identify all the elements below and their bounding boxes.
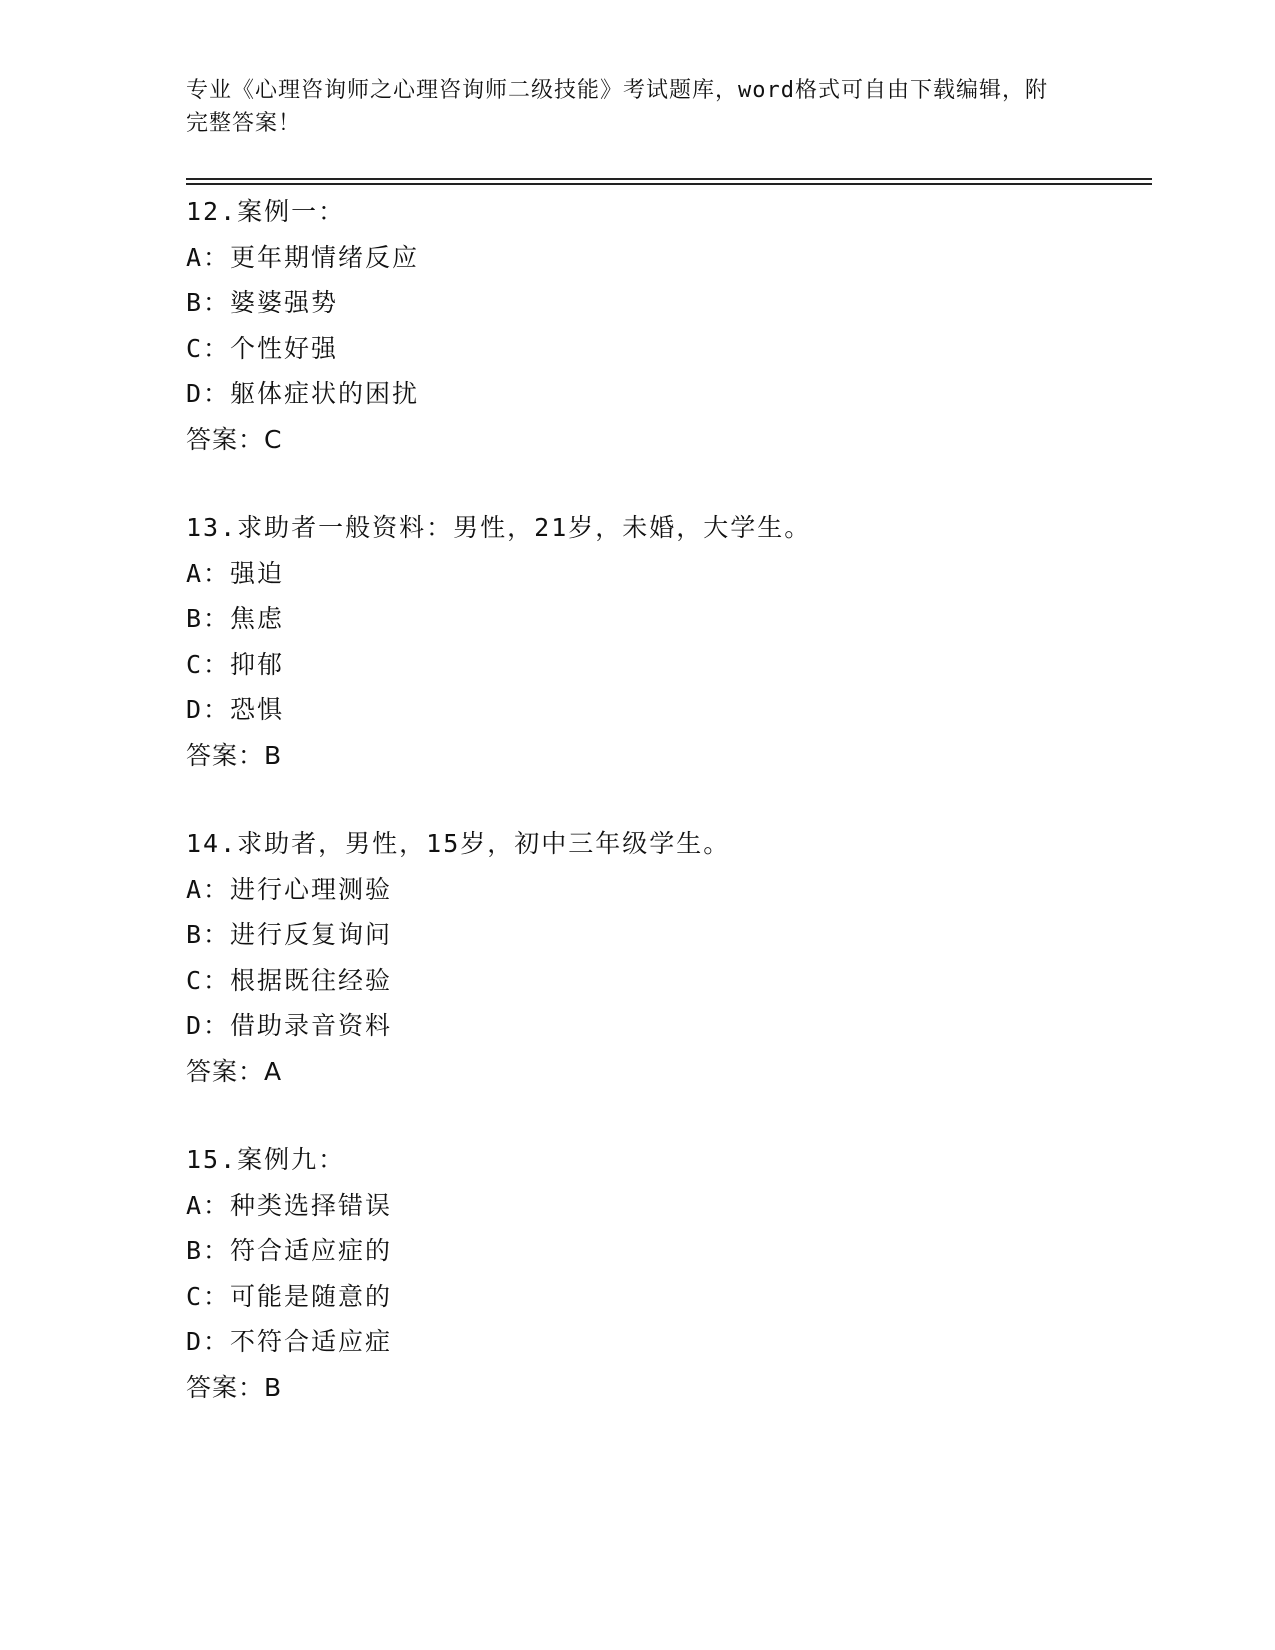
option-letter: C： <box>186 333 231 363</box>
option-text: 进行心理测验 <box>230 874 393 904</box>
option-letter: A： <box>186 558 231 588</box>
question-item <box>186 1137 1152 1410</box>
answer-line: 答案：A <box>186 1056 283 1086</box>
answer-line: 答案：B <box>186 740 283 770</box>
option-text: 躯体症状的困扰 <box>230 379 420 408</box>
option-c <box>186 1274 1152 1320</box>
option-b <box>186 912 1152 958</box>
document-intro: 专业《心理咨询师之心理咨询师二级技能》考试题库，word格式可自由下载编辑，附完整答案！ <box>186 78 1048 136</box>
option-c <box>186 958 1152 1004</box>
option-d <box>186 371 1152 417</box>
question-stem: 12.案例一： <box>186 197 346 226</box>
question-item <box>186 189 1152 462</box>
option-c <box>186 642 1152 688</box>
option-a <box>186 235 1152 281</box>
option-d <box>186 1003 1152 1049</box>
option-b <box>186 1228 1152 1274</box>
option-letter: D： <box>186 1327 231 1356</box>
answer-line: 答案：C <box>186 424 283 454</box>
option-letter: C： <box>186 1281 231 1311</box>
option-letter: A： <box>186 1190 231 1220</box>
option-text: 焦虑 <box>230 604 285 633</box>
answer-line: 答案：B <box>186 1372 283 1402</box>
question-stem: 13.求助者一般资料：男性，21岁，未婚，大学生。 <box>186 513 812 542</box>
option-letter: B： <box>186 920 231 949</box>
option-text: 根据既往经验 <box>230 965 393 995</box>
option-c <box>186 326 1152 372</box>
option-text: 可能是随意的 <box>230 1281 393 1311</box>
option-letter: D： <box>186 1011 231 1040</box>
option-text: 进行反复询问 <box>230 920 393 949</box>
header-divider-top <box>186 178 1152 180</box>
option-letter: C： <box>186 965 231 995</box>
option-text: 借助录音资料 <box>230 1011 393 1040</box>
option-letter: B： <box>186 288 231 317</box>
option-letter: A： <box>186 874 231 904</box>
option-b <box>186 280 1152 326</box>
option-text: 符合适应症的 <box>230 1236 393 1265</box>
option-text: 不符合适应症 <box>230 1327 393 1356</box>
option-text: 抑郁 <box>230 649 285 679</box>
question-item <box>186 821 1152 1094</box>
question-stem: 15.案例九： <box>186 1145 346 1174</box>
option-text: 强迫 <box>230 558 285 588</box>
question-item <box>186 505 1152 778</box>
option-b <box>186 596 1152 642</box>
option-letter: C： <box>186 649 231 679</box>
option-letter: B： <box>186 604 231 633</box>
option-letter: D： <box>186 379 231 408</box>
option-a <box>186 1183 1152 1229</box>
option-a <box>186 867 1152 913</box>
option-text: 婆婆强势 <box>230 288 339 317</box>
option-text: 个性好强 <box>230 333 339 363</box>
option-text: 恐惧 <box>230 695 285 724</box>
option-d <box>186 687 1152 733</box>
question-stem: 14.求助者，男性，15岁，初中三年级学生。 <box>186 829 731 858</box>
header-divider-bottom <box>186 183 1152 185</box>
option-letter: D： <box>186 695 231 724</box>
option-a <box>186 551 1152 597</box>
option-letter: A： <box>186 242 231 272</box>
option-d <box>186 1319 1152 1365</box>
option-letter: B： <box>186 1236 231 1265</box>
question-list <box>186 189 1152 1410</box>
option-text: 种类选择错误 <box>230 1190 393 1220</box>
option-text: 更年期情绪反应 <box>230 242 420 272</box>
